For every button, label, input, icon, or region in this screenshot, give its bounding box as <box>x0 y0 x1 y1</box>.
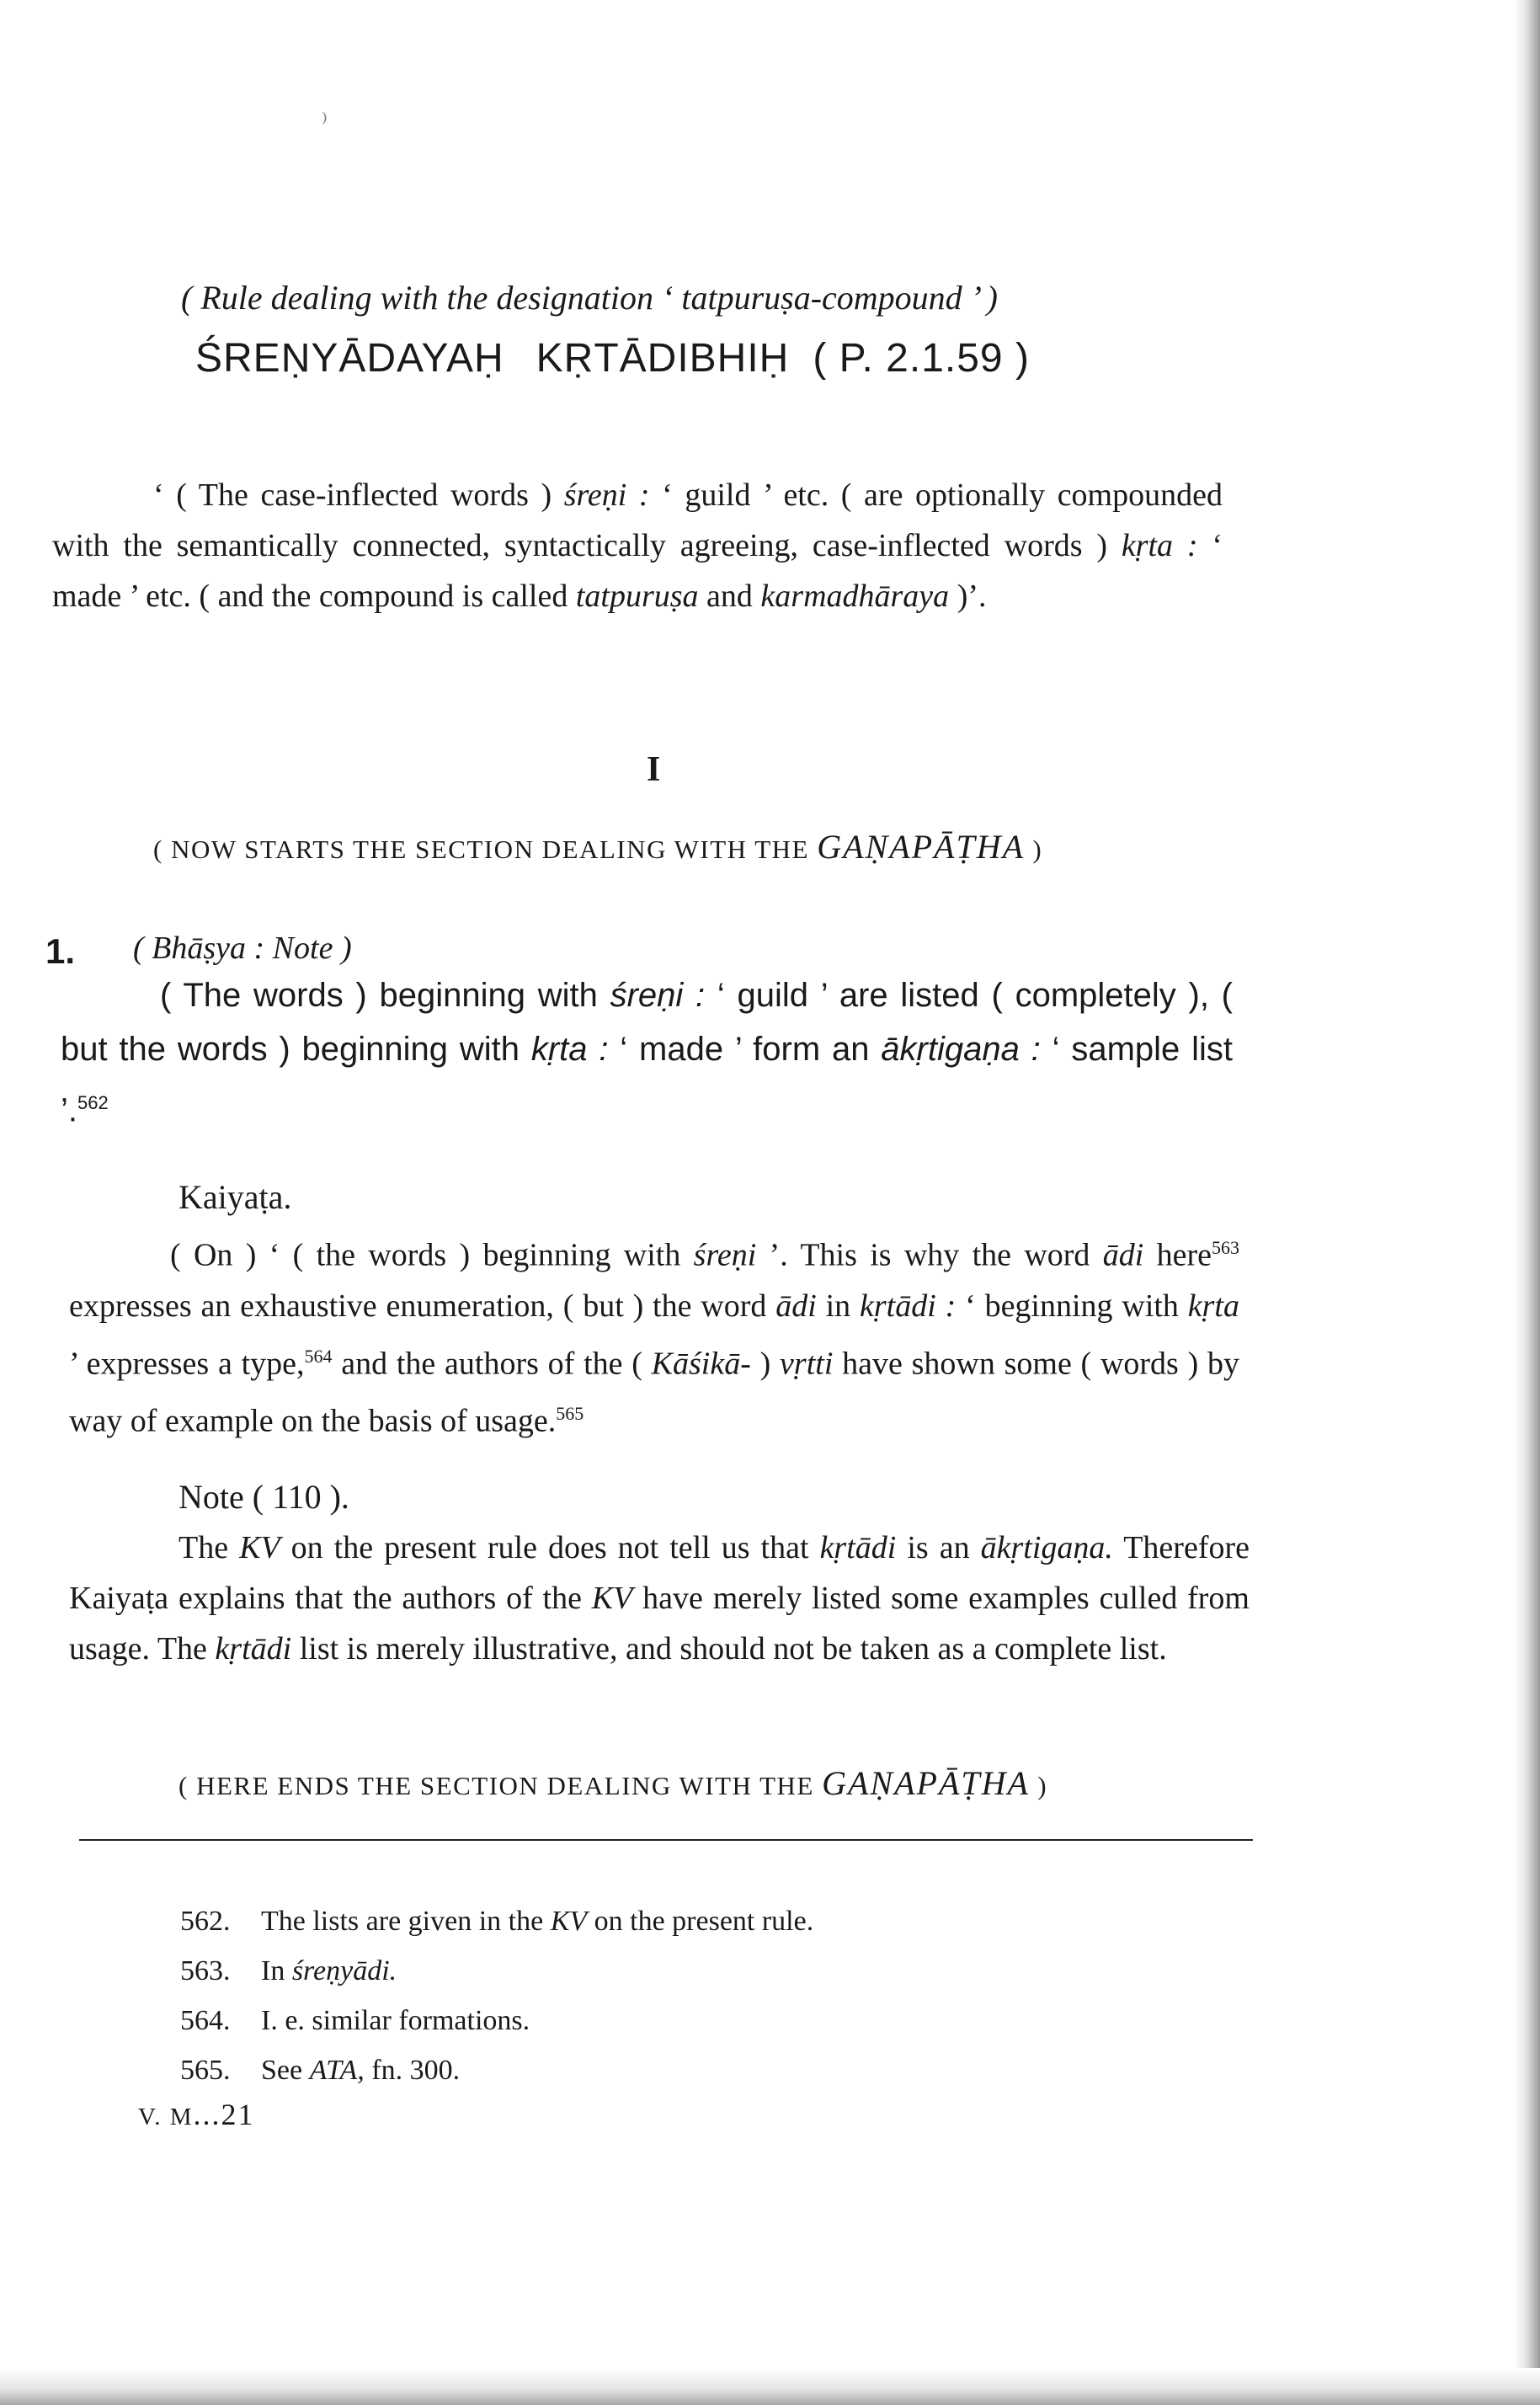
note-heading: Note ( 110 ). <box>179 1478 349 1516</box>
page-edge-shadow <box>1515 0 1540 2405</box>
sutra-heading <box>195 335 1030 381</box>
footnote-number: 562. <box>180 1906 231 1937</box>
footnote-text: I. e. similar formations. <box>261 2005 530 2036</box>
note-text: The KV on the present rule does not tell us that kṛtādi is an ākṛtigaṇa. Therefore Kaiyaṭa explains that the authors of the KV have merely listed some examples culled from usage. The kṛtādi list is merely illustrative, and should not be taken as a complete list. <box>69 1530 1250 1666</box>
bhasya-paragraph <box>61 968 1233 1137</box>
definition-paragraph <box>52 470 1223 621</box>
footnote-text: In śreṇyādi. <box>261 1955 397 1986</box>
footnote-564 <box>180 1996 813 2045</box>
footnote-number: 564. <box>180 2005 231 2036</box>
footnote-number: 563. <box>180 1955 231 1986</box>
kaiyata-heading: Kaiyaṭa. <box>179 1178 292 1216</box>
sutra-reference: ( P. 2.1.59 ) <box>813 336 1030 381</box>
footnote-565 <box>180 2045 813 2095</box>
footnotes <box>180 1896 813 2095</box>
bhasya-title: ( Bhāṣya : Note ) <box>133 931 352 966</box>
page-bottom-shadow <box>0 2368 1540 2405</box>
bhasya-text: ( The words ) beginning with śreṇi : ‘ guild ’ are listed ( completely ), ( but the words ) beginning with kṛta : ‘ made ’ form an ākṛtigaṇa : ‘ sample list ’.$^{562}$ <box>61 977 1234 1129</box>
section-start-heading: ( NOW STARTS THE SECTION DEALING WITH THE GAṆAPĀṬHA ) <box>153 828 1043 866</box>
footnote-562 <box>180 1896 813 1946</box>
section-number: I <box>647 750 661 789</box>
footnote-563 <box>180 1946 813 1996</box>
definition-text: ‘ ( The case-inflected words ) śreṇi : ‘ guild ’ etc. ( are optionally compounded with the semantically connected, syntactically agreeing, case-inflected words ) kṛta : ‘ made ’ etc. ( and the compound is called tatpuruṣa and karmadhāraya )’. <box>52 477 1223 614</box>
sutra-part-2: KṚTĀDIBHIḤ <box>536 336 790 381</box>
stray-mark: ⁾ <box>322 109 328 136</box>
section-end-heading: ( HERE ENDS THE SECTION DEALING WITH THE GAṆAPĀṬHA ) <box>179 1764 1048 1802</box>
rule-caption: ( Rule dealing with the designation ‘ tatpuruṣa-compound ’ ) <box>181 279 998 317</box>
signature-mark: V. M...21 <box>138 2098 255 2131</box>
footnote-text: The lists are given in the KV on the present rule. <box>261 1906 814 1937</box>
kaiyata-paragraph <box>69 1223 1239 1447</box>
bhasya-number: 1. <box>45 931 76 971</box>
sutra-part-1: ŚREṆYĀDAYAḤ <box>195 336 504 381</box>
note-paragraph <box>69 1522 1250 1674</box>
footnote-divider <box>79 1839 1253 1841</box>
footnote-number: 565. <box>180 2055 231 2086</box>
kaiyata-text: ( On ) ‘ ( the words ) beginning with śreṇi ’. This is why the word ādi here$^{563}$ expresses an exhaustive enumeration, ( but ) the word ādi in kṛtādi : ‘ beginning with kṛta ’ expresses a type,$^{564}$ and the authors of the ( Kāśikā- ) vṛtti have shown some ( words ) by way of example on the basis of usage.$^{565}$ <box>69 1237 1240 1439</box>
footnote-text: See ATA, fn. 300. <box>261 2055 461 2086</box>
